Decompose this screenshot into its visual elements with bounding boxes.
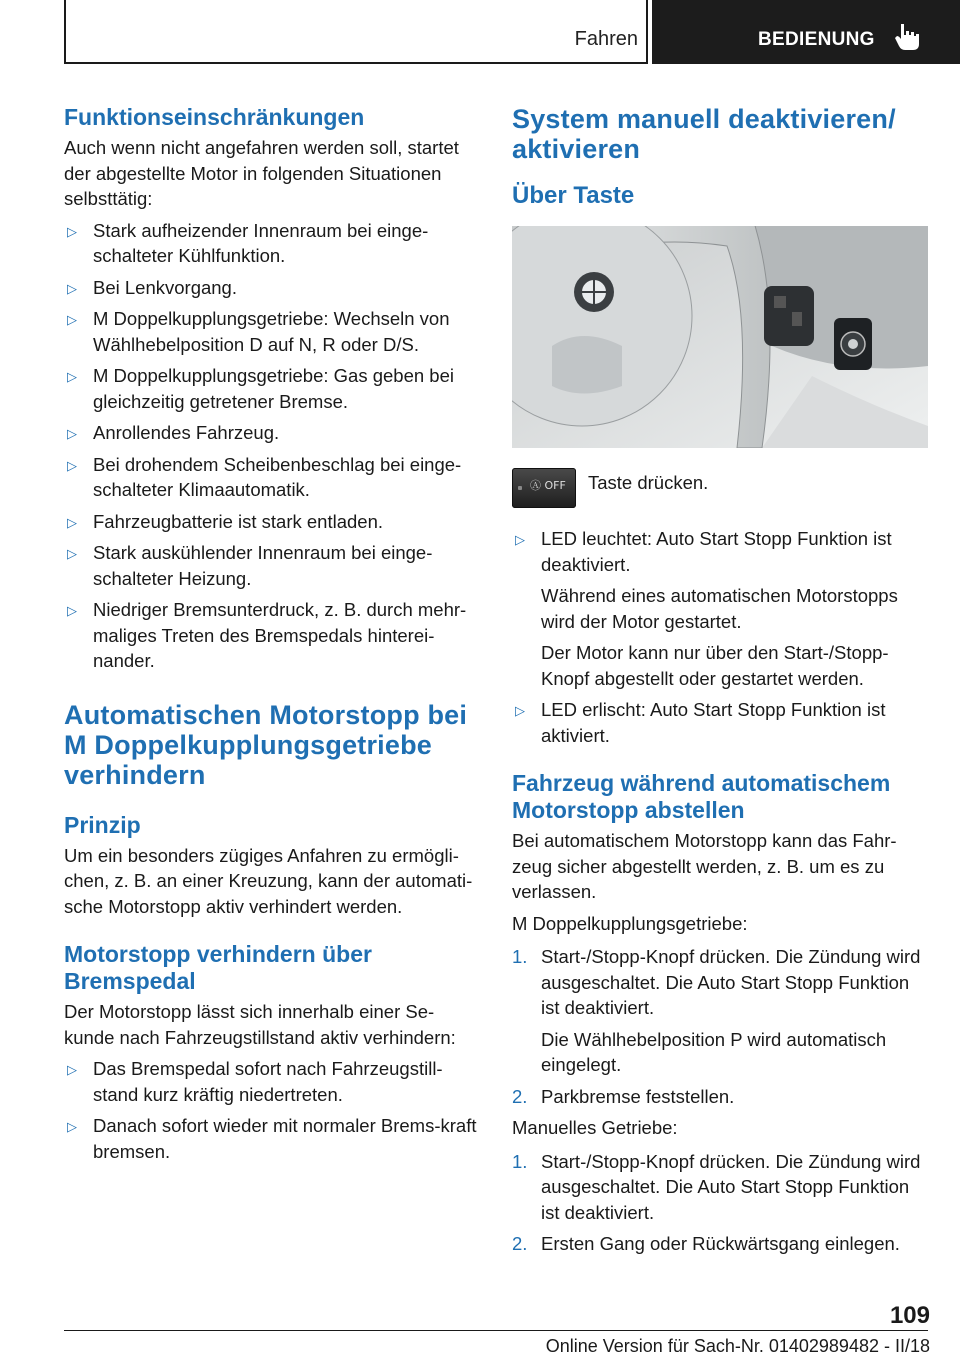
list-item: ▷ Bei drohendem Scheibenbeschlag bei einge-schalteter Klimaautomatik. [67, 453, 462, 500]
triangle-right-icon: ▷ [67, 1119, 77, 1134]
triangle-right-icon: ▷ [67, 457, 77, 473]
list-item: 1. Start-/Stopp-Knopf drücken. Die Zündung wird ausgeschaltet. Die Auto Start Stopp Funktion ist deaktiviert. [512, 1150, 921, 1223]
triangle-right-icon: ▷ [67, 514, 77, 530]
heading-prinzip: Prinzip [64, 811, 141, 838]
sub-paragraph: Die Wählhebelposition P wird automatisch eingelegt. [541, 1028, 887, 1075]
list-item: ▷ Niedriger Bremsunterdruck, z. B. durch mehr-maliges Treten des Bremspedals hinterei-nander. [67, 599, 467, 671]
list-item: ▷ Stark auskühlender Innenraum bei einge-schalteter Heizung. [67, 542, 433, 589]
sub-paragraph: Während eines automatischen Motorstopps wird der Motor gestartet. [541, 585, 898, 632]
list-item: ▷ LED erlischt: Auto Start Stopp Funktion ist aktiviert. [515, 699, 886, 746]
right-column [512, 100, 930, 1257]
taste-druecken-caption: Taste drücken. [588, 472, 709, 493]
auto-start-stop-button-image [512, 468, 576, 508]
sub-paragraph: Der Motor kann nur über den Start-/Stopp-Knopf abgestellt oder gestartet werden. [541, 642, 889, 689]
triangle-right-icon: ▷ [67, 603, 77, 618]
header-section-title: Fahren [574, 28, 638, 50]
list-item: ▷ Anrollendes Fahrzeug. [64, 420, 480, 446]
list-item: ▷ Stark aufheizender Innenraum bei einge-schalteter Kühlfunktion. [67, 219, 429, 266]
prinzip-text: Um ein besonders zügiges Anfahren zu ermögli-chen, z. B. an einer Kreuzung, kann der automati-sche Motorstopp aktiv verhindert werden. [64, 844, 473, 917]
triangle-right-icon: ▷ [67, 546, 77, 561]
led-indicator-icon [518, 486, 522, 490]
heading-fahrzeug-abstellen: Fahrzeug während automatischem Motorstopp abstellen [512, 770, 891, 823]
m-dkg-steps [512, 944, 930, 1109]
abstellen-text: Bei automatischem Motorstopp kann das Fahr-zeug sicher abgestellt werden, z. B. um es zu verlassen. [512, 830, 897, 902]
triangle-right-icon: ▷ [67, 280, 77, 296]
triangle-right-icon: ▷ [67, 369, 77, 384]
list-item: 2. Ersten Gang oder Rückwärtsgang einlegen. [512, 1233, 900, 1254]
func-bullet-list [64, 218, 480, 674]
triangle-right-icon: ▷ [67, 223, 77, 239]
header-chapter-title: BEDIENUNG [758, 29, 875, 50]
led-bullet-list [512, 526, 930, 748]
footer-divider [64, 1330, 928, 1331]
heading-funktionseinschraenkungen: Funktionseinschränkungen [64, 104, 365, 130]
heading-automatischen-motorstopp: Automatischen Motorstopp bei M Doppelkupplungsgetriebe verhindern [64, 699, 468, 790]
heading-system-manuell: System manuell deaktivieren/ aktivieren [512, 104, 896, 164]
steering-wheel-illustration [512, 226, 928, 448]
triangle-right-icon: ▷ [515, 532, 525, 547]
heading-motorstopp-bremspedal: Motorstopp verhindern über Bremspedal [64, 941, 372, 994]
list-item: ▷ Das Bremspedal sofort nach Fahrzeugstill-stand kurz kräftig niedertreten. [67, 1058, 443, 1105]
steering-wheel-drawing [512, 226, 928, 448]
triangle-right-icon: ▷ [515, 703, 525, 718]
brems-bullet-list [64, 1056, 480, 1164]
list-item: ▷ Fahrzeugbatterie ist stark entladen. [64, 509, 480, 535]
triangle-right-icon: ▷ [67, 312, 77, 327]
manual-steps [512, 1149, 930, 1257]
list-item: 1. Start-/Stopp-Knopf drücken. Die Zündung wird ausgeschaltet. Die Auto Start Stopp Funktion ist deaktiviert. Die Wählhebelposition P wird automatisch eingelegt. [512, 944, 930, 1078]
list-item: ▷ LED leuchtet: Auto Start Stopp Funktion ist deaktiviert. Während eines automatischen Motorstopps wird der Motor gestartet. Der Motor kann nur über den Start-/Stopp-Knopf abgestellt oder gestartet werden. [512, 526, 930, 691]
page-number: 109 [889, 1302, 930, 1329]
auto-off-glyph: Ⓐ OFF [530, 479, 566, 492]
list-item: 2. Parkbremse feststellen. [512, 1085, 735, 1107]
m-dkg-label: M Doppelkupplungsgetriebe: [512, 912, 748, 934]
header-section-frame [64, 0, 648, 64]
manual-label: Manuelles Getriebe: [512, 1117, 678, 1138]
list-item: ▷ M Doppelkupplungsgetriebe: Wechseln von Wählhebelposition D auf N, R oder D/S. [67, 308, 450, 355]
taste-row [512, 468, 930, 520]
list-item: ▷ M Doppelkupplungsgetriebe: Gas geben bei gleichzeitig getretener Bremse. [67, 365, 454, 412]
left-column [64, 100, 480, 1164]
triangle-right-icon: ▷ [67, 1062, 77, 1077]
hand-pointer-icon [894, 22, 920, 52]
triangle-right-icon: ▷ [67, 426, 77, 441]
list-item: ▷ Danach sofort wieder mit normaler Brems-kraft bremsen. [67, 1115, 477, 1162]
heading-ueber-taste: Über Taste [512, 182, 635, 209]
list-item: ▷ Bei Lenkvorgang. [64, 275, 480, 301]
footer-online-version: Online Version für Sach-Nr. 01402989482 - II/18 [545, 1336, 930, 1356]
func-intro-text: Auch wenn nicht angefahren werden soll, startet der abgestellte Motor in folgenden Situationen selbsttätig: [64, 137, 459, 209]
brems-text: Der Motorstopp lässt sich innerhalb einer Se-kunde nach Fahrzeugstillstand aktiv verhindern: [64, 1001, 456, 1048]
